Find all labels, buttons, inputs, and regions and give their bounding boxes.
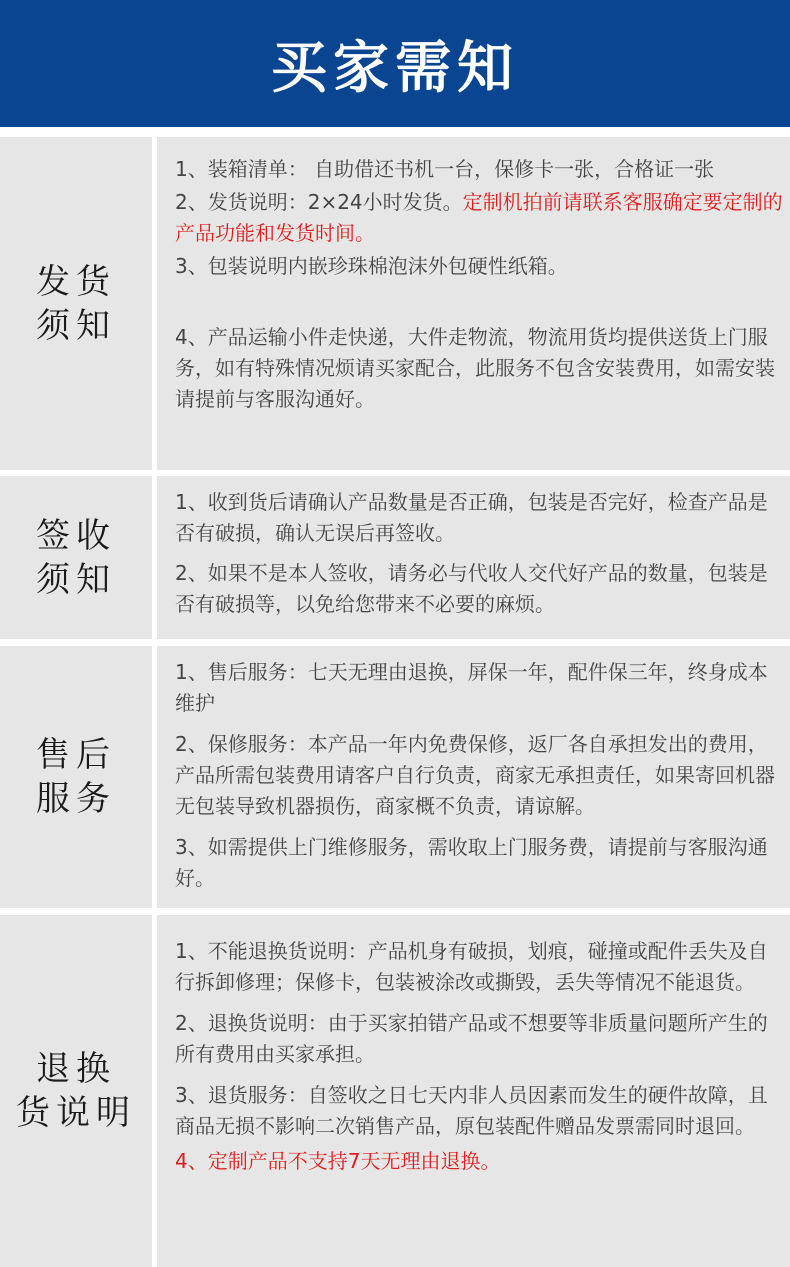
- section-label: [1, 260, 151, 348]
- list-item: 1、收到货后请确认产品数量是否正确，包装是否完好，检查产品是否有破损，确认无误后再签收。: [175, 490, 768, 545]
- section-label-line: 售后: [36, 735, 116, 775]
- page-title: 买家需知: [271, 35, 519, 101]
- section-after-sales: [0, 646, 790, 908]
- list-item: [175, 187, 786, 249]
- section-label: [1, 514, 151, 602]
- section-label-cell: [0, 476, 152, 639]
- section-label-line: 签收: [36, 515, 116, 556]
- section-content: [157, 137, 790, 470]
- list-item: 4、产品运输小件走快递，大件走物流，物流用货均提供送货上门服务，如有特殊情况烦请买家配合，此服务不包含安装费用，如需安装请提前与客服沟通好。: [175, 325, 775, 411]
- section-label-line: 货说明: [16, 1093, 136, 1133]
- page-header: [0, 0, 790, 127]
- list-item: 1、售后服务：七天无理由退换，屏保一年，配件保三年，终身成本维护: [175, 660, 768, 715]
- list-item: 1、不能退换货说明：产品机身有破损，划痕，碰撞或配件丢失及自行拆卸修理；保修卡，包装被涂改或撕毁，丢失等情况不能退货。: [175, 939, 768, 994]
- section-content: [157, 476, 790, 639]
- section-returns: [0, 915, 790, 1267]
- list-item: 2、保修服务：本产品一年内免费保修，返厂各自承担发出的费用，产品所需包装费用请客户自行负责，商家无承担责任，如果寄回机器无包装导致机器损伤，商家概不负责，请谅解。: [175, 732, 775, 818]
- section-label-cell: [0, 646, 152, 908]
- section-shipping: [0, 137, 790, 470]
- list-item: 1、装箱清单： 自助借还书机一台，保修卡一张，合格证一张: [175, 157, 715, 181]
- list-item-text: 2、发货说明：2×24小时发货。: [175, 190, 463, 214]
- section-content: [157, 915, 790, 1267]
- section-label-line: 服务: [36, 779, 116, 819]
- list-item: 2、如果不是本人签收，请务必与代收人交代好产品的数量，包装是否有破损等，以免给您带来不必要的麻烦。: [175, 561, 768, 616]
- section-receipt: [0, 476, 790, 639]
- section-label: [1, 1047, 151, 1135]
- list-item: 2、退换货说明：由于买家拍错产品或不想要等非质量问题所产生的所有费用由买家承担。: [175, 1011, 768, 1066]
- section-label-cell: [0, 915, 152, 1267]
- section-label-line: 须知: [36, 305, 116, 346]
- list-item-highlight: 定制机拍前请联系客服确定要定制的产品功能和发货时间。: [175, 190, 783, 245]
- section-label: [1, 733, 151, 821]
- list-item-highlight: 4、定制产品不支持7天无理由退换。: [175, 1149, 501, 1173]
- section-label-line: 退换: [36, 1049, 116, 1089]
- section-label-line: 须知: [36, 559, 116, 600]
- section-content: [157, 646, 790, 908]
- section-label-cell: [0, 137, 152, 470]
- list-item: 3、退货服务：自签收之日七天内非人员因素而发生的硬件故障，且商品无损不影响二次销售产品，原包装配件赠品发票需同时退回。: [175, 1083, 768, 1138]
- list-item: 3、包装说明内嵌珍珠棉泡沫外包硬性纸箱。: [175, 254, 568, 278]
- section-label-line: 发货: [36, 261, 116, 302]
- list-item: 3、如需提供上门维修服务，需收取上门服务费，请提前与客服沟通好。: [175, 835, 768, 890]
